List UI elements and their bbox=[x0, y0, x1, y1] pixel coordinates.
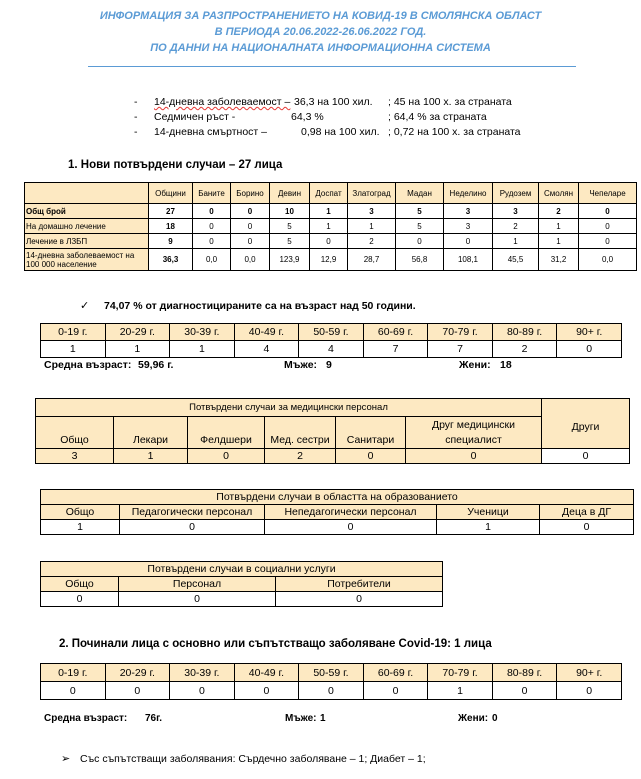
report-period: В ПЕРИОДА 20.06.2022-26.06.2022 ГОД. bbox=[214, 26, 427, 38]
comorbidities-note: Със съпътстващи заболявания: Сърдечно заболяване – 1; Диабет – 1; bbox=[80, 753, 426, 765]
women-label: Жени: bbox=[459, 359, 491, 371]
deaths-men-label: Мъже: bbox=[285, 713, 317, 724]
section-deaths-title: 2. Починали лица с основно или съпътстващо заболяване Covid-19: 1 лица bbox=[59, 638, 492, 650]
deaths-age-table: 0-19 г. 20-29 г. 30-39 г. 40-49 г. 50-59 г. 60-69 г. 70-79 г. 80-89 г. 90+ г. 0 0 0 0 0 0 1 0 0 bbox=[40, 663, 622, 700]
medical-table-title: Потвърдени случаи за медицински персонал bbox=[36, 399, 542, 417]
report-title: ИНФОРМАЦИЯ ЗА РАЗПРОСТРАНЕНИЕТО НА КОВИД-19 В СМОЛЯНСКА ОБЛАСТ bbox=[99, 10, 542, 22]
men-label: Мъже: bbox=[284, 359, 318, 371]
age-distribution-table: 0-19 г. 20-29 г. 30-39 г. 40-49 г. 50-59 г. 60-69 г. 70-79 г. 80-89 г. 90+ г. 1 1 1 4 4 7 7 2 0 bbox=[40, 323, 622, 358]
deaths-women-label: Жени: bbox=[458, 713, 489, 724]
medical-staff-table: Потвърдени случаи за медицински персонал Други Общо Лекари Фелдшери Мед. сестри Санитари Друг медицински специалист 3 1 0 2 0 0 0 bbox=[35, 398, 630, 464]
men-value: 9 bbox=[326, 359, 332, 371]
avg-age-label: Средна възраст: bbox=[44, 359, 132, 371]
checkmark-icon: ✓ bbox=[80, 300, 90, 312]
social-services-table: Потвърдени случаи в социални услуги Общо Персонал Потребители 0 0 0 bbox=[40, 561, 443, 607]
header-divider bbox=[88, 66, 576, 67]
deaths-men-value: 1 bbox=[320, 713, 326, 724]
education-table: Потвърдени случаи в областта на образованието Общо Педагогически персонал Непедагогически персонал Ученици Деца в ДГ 1 0 0 1 0 bbox=[40, 489, 634, 535]
cases-by-municipality-table: Общини Баните Борино Девин Доспат Златоград Мадан Неделино Рудозем Смолян Чепеларе Общ брой 27 0 0 10 1 3 5 3 3 2 0 На домашно лечение 18 0 0 5 1 1 5 3 2 1 0 Лечение в ЛЗБП 9 0 0 5 0 2 0 0 1 1 0 14-дневна заболеваемост на 100 000 население 36,3 0,0 0,0 123,9 12,9 28,7 56,8 108,1 45,5 31,2 0,0 bbox=[24, 182, 637, 271]
women-value: 18 bbox=[500, 359, 512, 371]
arrow-bullet-icon: ➢ bbox=[61, 753, 71, 765]
age-note: 74,07 % от диагностицираните са на възраст над 50 години. bbox=[104, 300, 416, 312]
report-source: ПО ДАННИ НА НАЦИОНАЛНАТА ИНФОРМАЦИОННА СИСТЕМА bbox=[150, 42, 491, 54]
avg-age-value: 59,96 г. bbox=[138, 359, 174, 371]
deaths-avg-age-value: 76г. bbox=[145, 713, 163, 724]
deaths-women-value: 0 bbox=[492, 713, 498, 724]
education-table-title: Потвърдени случаи в областта на образованието bbox=[41, 490, 634, 505]
section-new-cases-title: 1. Нови потвърдени случаи – 27 лица bbox=[68, 159, 283, 171]
social-table-title: Потвърдени случаи в социални услуги bbox=[41, 562, 443, 577]
deaths-avg-age-label: Средна възраст: bbox=[44, 713, 128, 724]
